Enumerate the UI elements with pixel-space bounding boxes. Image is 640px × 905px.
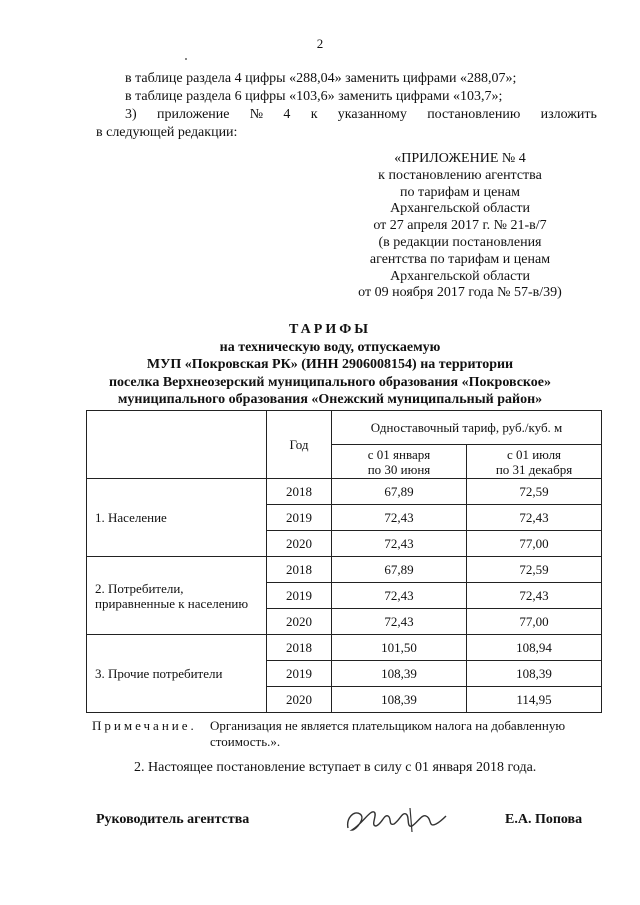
- year-cell: 2019: [267, 583, 332, 609]
- tariffs-subtitle-line: муниципального образования «Онежский муниципальный район»: [117, 392, 543, 407]
- table-header-row: [87, 411, 602, 445]
- tariff-table: [86, 410, 602, 713]
- amendment-line-4: в следующей редакции:: [96, 125, 238, 140]
- appendix-line: Архангельской области: [390, 268, 530, 284]
- appendix-line: «ПРИЛОЖЕНИЕ № 4: [394, 151, 526, 166]
- value-cell: 72,59: [467, 557, 602, 583]
- value-cell: 114,95: [467, 687, 602, 713]
- word: к: [310, 107, 318, 122]
- appendix-line: (в редакции постановления: [378, 234, 542, 250]
- year-cell: 2020: [267, 687, 332, 713]
- note-label: Примечание.: [92, 718, 197, 733]
- value-cell: 72,43: [332, 583, 467, 609]
- year-cell: 2018: [267, 557, 332, 583]
- amendment-line-3: [125, 106, 597, 123]
- appendix-header: [330, 151, 590, 302]
- year-cell: 2018: [267, 479, 332, 505]
- note: [92, 718, 607, 750]
- signatory-name: Е.А. Попова: [505, 812, 583, 827]
- year-cell: 2020: [267, 531, 332, 557]
- value-cell: 67,89: [332, 479, 467, 505]
- appendix-line: к постановлению агентства: [378, 167, 542, 183]
- value-cell: 101,50: [332, 635, 467, 661]
- page-number: 2: [316, 36, 324, 51]
- table-row: [87, 479, 602, 505]
- header-period-1: с 01 января по 30 июня: [332, 445, 467, 479]
- category-cell: 3. Прочие потребители: [87, 635, 267, 713]
- header-period-2: с 01 июля по 31 декабря: [467, 445, 602, 479]
- value-cell: 72,59: [467, 479, 602, 505]
- table-row: [87, 635, 602, 661]
- year-cell: 2020: [267, 609, 332, 635]
- word: №: [249, 107, 264, 122]
- note-text-2: стоимость.».: [210, 734, 281, 749]
- appendix-line: от 09 ноября 2017 года № 57-в/39): [358, 285, 562, 301]
- value-cell: 108,39: [332, 661, 467, 687]
- value-cell: 72,43: [332, 531, 467, 557]
- value-cell: 72,43: [332, 609, 467, 635]
- value-cell: 108,39: [332, 687, 467, 713]
- value-cell: 108,39: [467, 661, 602, 687]
- appendix-line: агентства по тарифам и ценам: [369, 251, 551, 267]
- category-cell: 1. Население: [87, 479, 267, 557]
- appendix-line: по тарифам и ценам: [400, 184, 520, 200]
- word: 3): [125, 107, 137, 122]
- amendment-line-1: в таблице раздела 4 цифры «288,04» заменить цифрами «288,07»;: [125, 71, 517, 86]
- header-year: Год: [267, 411, 332, 479]
- value-cell: 72,43: [467, 505, 602, 531]
- tariffs-subtitle-line: на техническую воду, отпускаемую: [219, 339, 441, 355]
- word: приложение: [156, 107, 230, 122]
- category-cell: 2. Потребители, приравненные к населению: [87, 557, 267, 635]
- appendix-line: Архангельской области: [390, 201, 530, 217]
- word: постановлению: [427, 107, 521, 122]
- tariffs-heading: [70, 321, 590, 409]
- word: 4: [283, 107, 291, 122]
- handwritten-signature: [340, 800, 450, 840]
- value-cell: 77,00: [467, 609, 602, 635]
- header-category-empty: [87, 411, 267, 479]
- year-cell: 2018: [267, 635, 332, 661]
- value-cell: 67,89: [332, 557, 467, 583]
- tariffs-subtitle-line: МУП «Покровская РК» (ИНН 2906008154) на территории: [146, 357, 514, 372]
- clause-2: 2. Настоящее постановление вступает в силу с 01 января 2018 года.: [134, 760, 537, 775]
- note-text-1: Организация не является плательщиком налога на добавленную: [210, 718, 566, 733]
- header-tariff: Одноставочный тариф, руб./куб. м: [332, 411, 602, 445]
- year-cell: 2019: [267, 661, 332, 687]
- value-cell: 108,94: [467, 635, 602, 661]
- tariffs-subtitle-line: поселка Верхнеозерский муниципального образования «Покровское»: [108, 374, 552, 390]
- amendment-line-2: в таблице раздела 6 цифры «103,6» заменить цифрами «103,7»;: [125, 89, 503, 104]
- signatory-role: Руководитель агентства: [96, 812, 250, 827]
- value-cell: 72,43: [467, 583, 602, 609]
- value-cell: 77,00: [467, 531, 602, 557]
- year-cell: 2019: [267, 505, 332, 531]
- appendix-line: от 27 апреля 2017 г. № 21-в/7: [373, 218, 547, 234]
- table-row: [87, 557, 602, 583]
- tariffs-title: ТАРИФЫ: [289, 322, 371, 337]
- word: изложить: [540, 107, 597, 122]
- scan-dot: [185, 58, 187, 60]
- word: указанному: [337, 107, 407, 122]
- value-cell: 72,43: [332, 505, 467, 531]
